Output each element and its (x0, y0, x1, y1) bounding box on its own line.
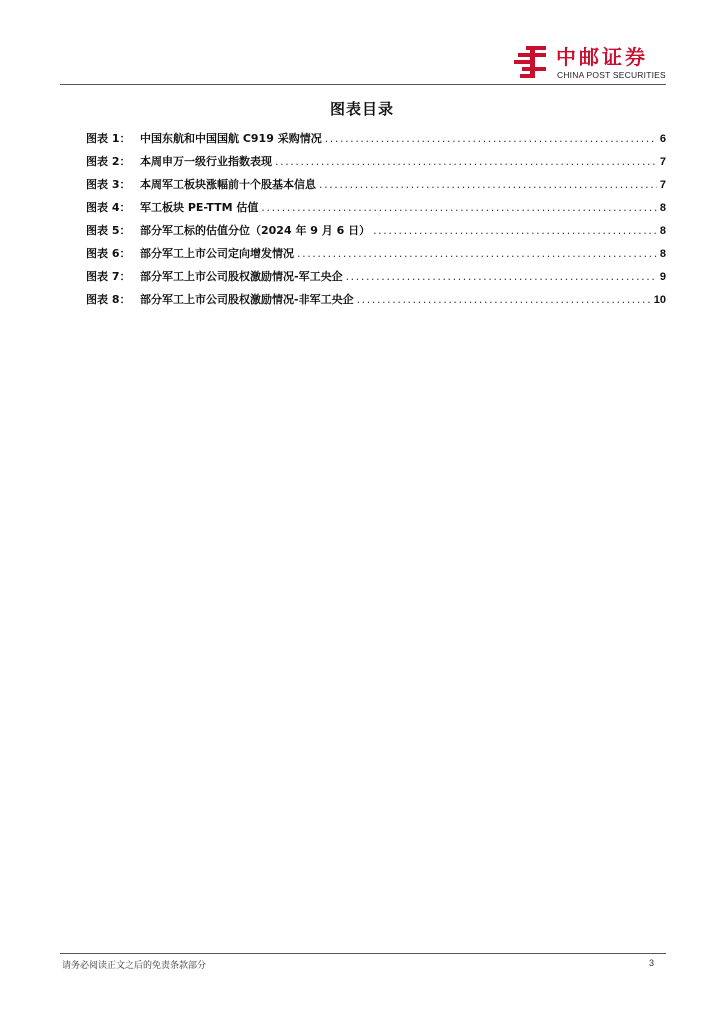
toc-entry-page: 9 (659, 271, 666, 283)
footer-divider (60, 953, 666, 954)
toc-entry-8[interactable] (86, 291, 666, 314)
toc-entry-label: 图表 8： (86, 293, 131, 306)
toc-leader-dots (261, 201, 656, 214)
disclaimer-note: 请务必阅读正文之后的免责条款部分 (62, 961, 207, 971)
china-post-logo-icon (512, 44, 552, 80)
toc-leader-dots (325, 132, 657, 145)
toc-entry-text: 中国东航和中国国航 C919 采购情况 (140, 132, 322, 145)
toc-entry-2[interactable] (86, 153, 666, 176)
toc-leader-dots (275, 155, 657, 168)
toc-entry-label: 图表 4： (86, 201, 131, 214)
toc-entry-label: 图表 6： (86, 247, 131, 260)
page-number: 3 (648, 958, 654, 968)
toc-entry-page: 8 (659, 225, 666, 237)
toc-entry-label: 图表 2： (86, 155, 131, 168)
toc-entry-1[interactable] (86, 130, 666, 153)
toc-entry-page: 8 (659, 248, 666, 260)
toc-title: 图表目录 (329, 100, 394, 118)
toc-leader-dots (319, 178, 657, 191)
toc-entry-5[interactable] (86, 222, 666, 245)
toc-entry-text: 部分军工上市公司定向增发情况 (140, 247, 294, 260)
toc-entry-page: 7 (659, 179, 666, 191)
header-divider (60, 84, 666, 85)
toc-entry-label: 图表 7： (86, 270, 131, 283)
toc-entry-4[interactable] (86, 199, 666, 222)
toc-leader-dots (297, 247, 657, 260)
toc-entry-page: 10 (653, 294, 666, 306)
toc-entry-text: 军工板块 PE-TTM 估值 (140, 201, 259, 214)
brand-name-en: CHINA POST SECURITIES (557, 70, 666, 80)
brand-name-cn: 中邮证券 (556, 45, 648, 69)
toc-entry-page: 6 (659, 133, 666, 145)
toc-leader-dots (346, 270, 657, 283)
toc-entry-3[interactable] (86, 176, 666, 199)
toc-entry-text: 部分军工上市公司股权激励情况-军工央企 (140, 270, 343, 283)
toc-entry-text: 部分军工标的估值分位（2024 年 9 月 6 日） (140, 224, 371, 237)
toc-entry-page: 8 (659, 202, 666, 214)
toc-entry-text: 本周申万一级行业指数表现 (140, 155, 272, 168)
company-logo (512, 44, 672, 84)
toc-entry-label: 图表 5： (86, 224, 131, 237)
toc-entry-text: 部分军工上市公司股权激励情况-非军工央企 (140, 293, 354, 306)
toc-leader-dots (357, 293, 651, 306)
toc-entry-7[interactable] (86, 268, 666, 291)
toc-entry-text: 本周军工板块涨幅前十个股基本信息 (140, 178, 316, 191)
toc-entry-label: 图表 1： (86, 132, 131, 145)
toc-entry-label: 图表 3： (86, 178, 131, 191)
toc-entry-6[interactable] (86, 245, 666, 268)
toc-leader-dots (373, 224, 657, 237)
toc-entry-page: 7 (659, 156, 666, 168)
toc-list (86, 130, 666, 314)
